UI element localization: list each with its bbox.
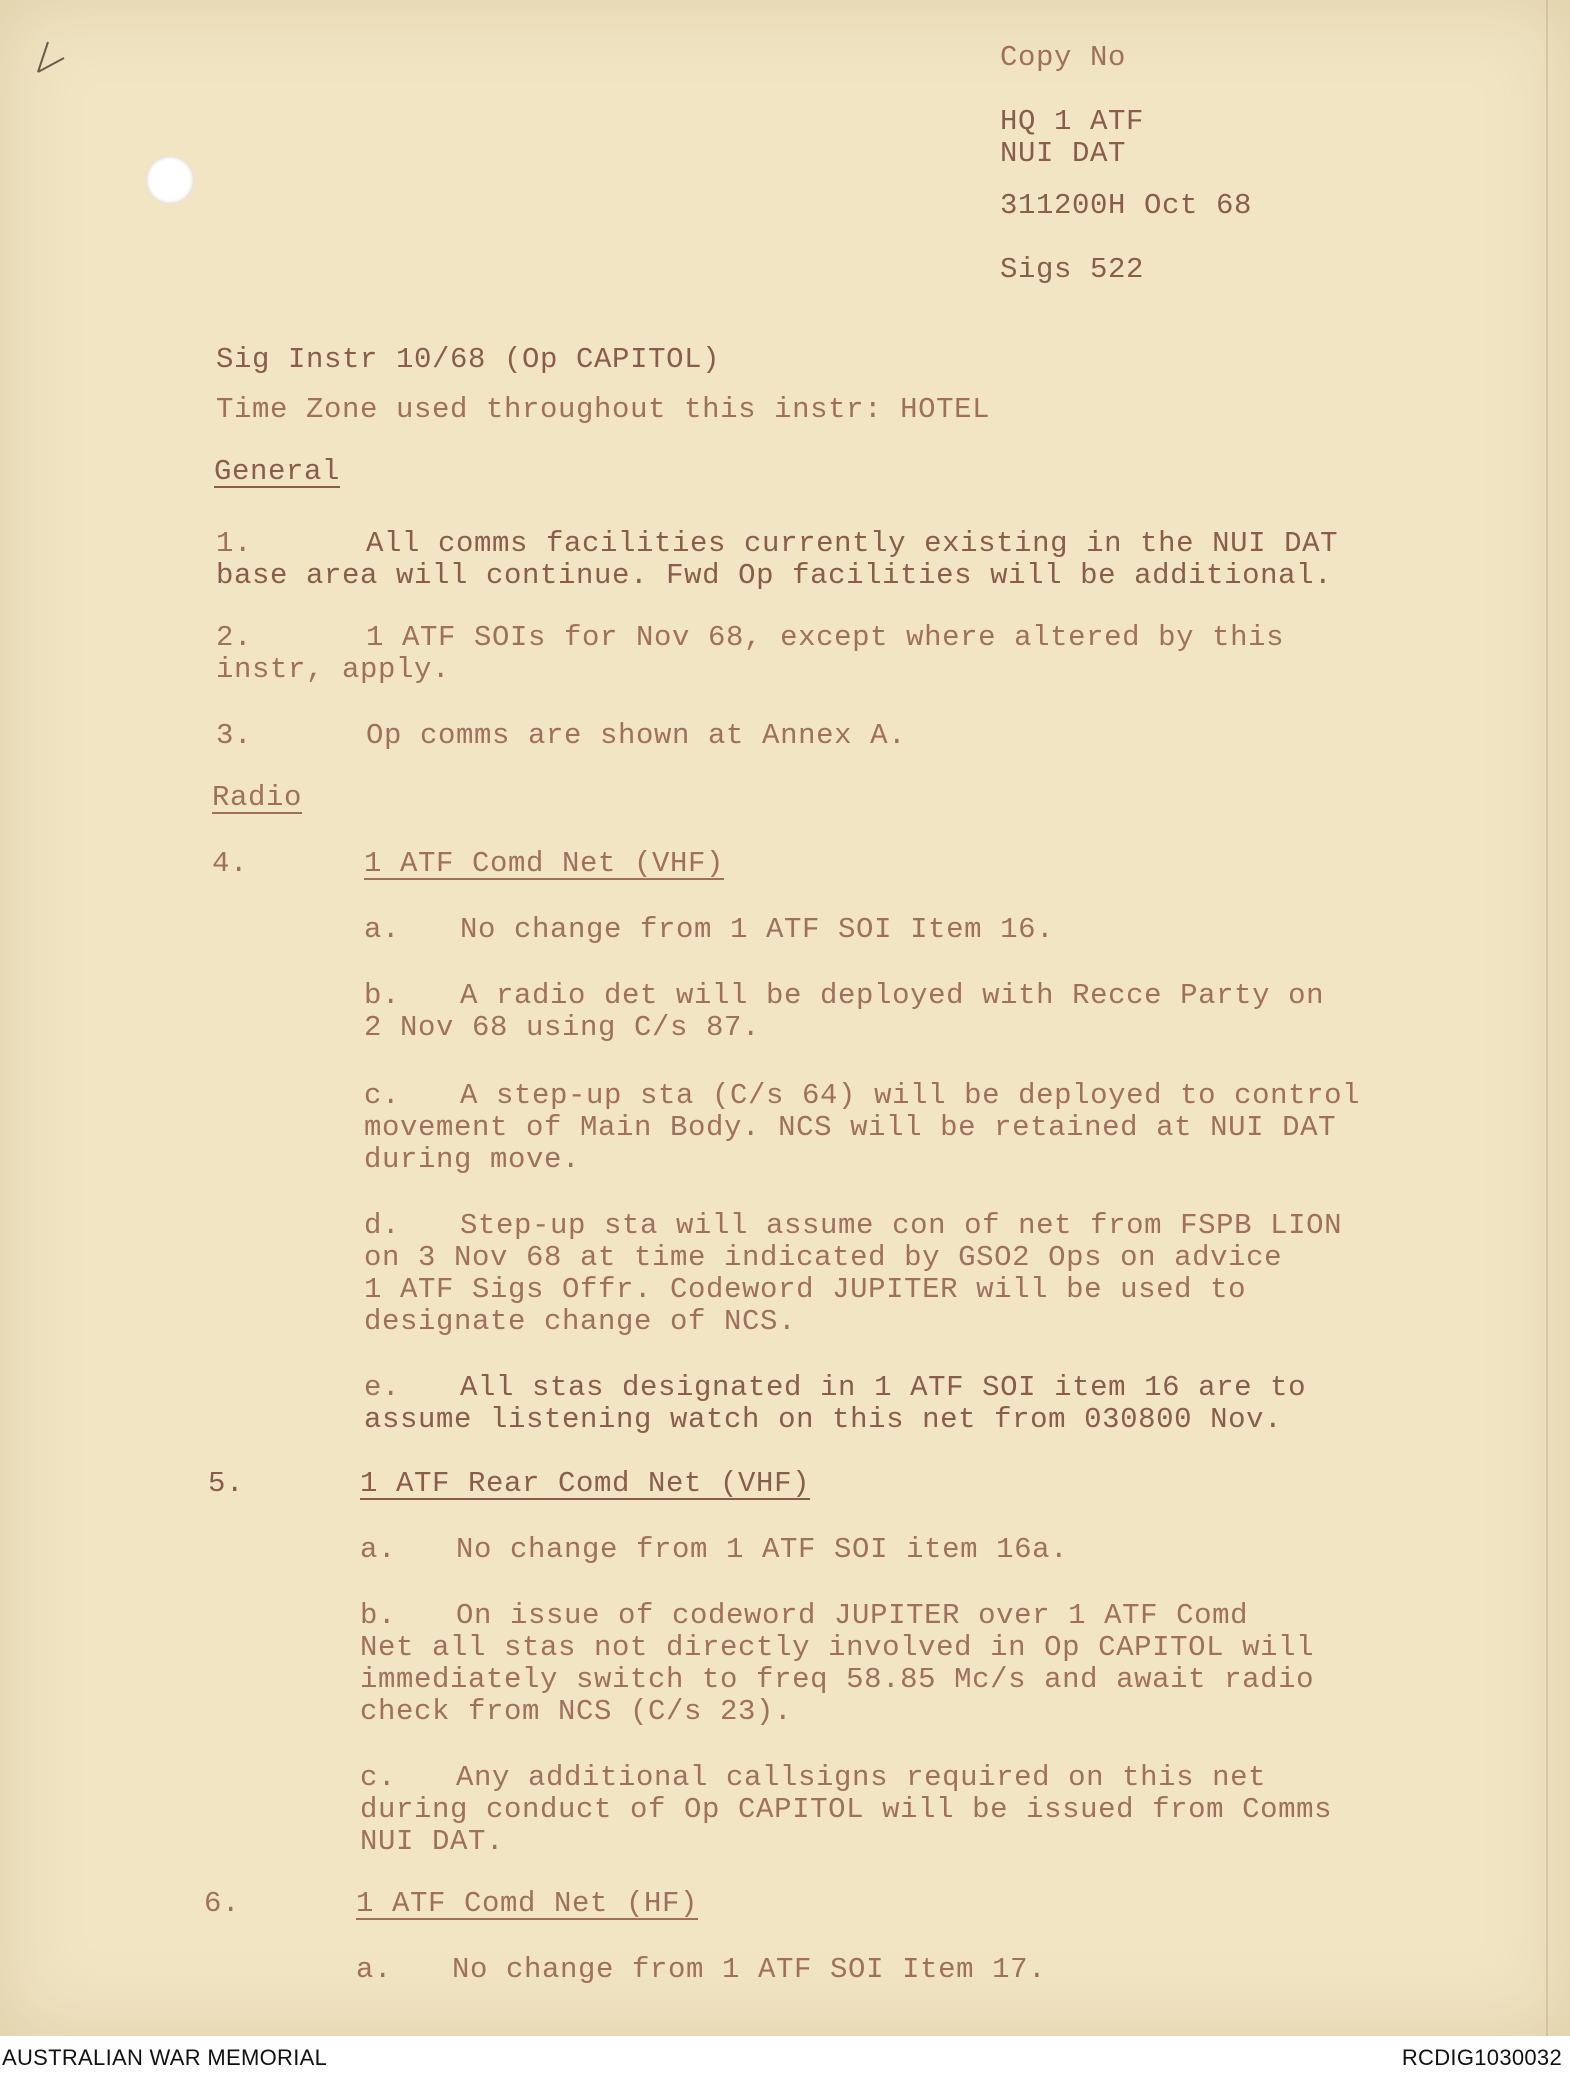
para-text: base area will continue. Fwd Op facilities will be additional. <box>216 559 1333 592</box>
item-text: movement of Main Body. NCS will be retained at NUI DAT <box>364 1111 1337 1144</box>
item-text: Net all stas not directly involved in Op CAPITOL will <box>360 1631 1315 1664</box>
pencil-mark-icon <box>34 34 76 76</box>
copy-no: Copy No <box>1000 41 1127 74</box>
item-label: a. <box>360 1533 397 1566</box>
location-line: NUI DAT <box>1000 137 1127 170</box>
para-text: Op comms are shown at Annex A. <box>366 719 907 752</box>
item-text: A step-up sta (C/s 64) will be deployed to control <box>460 1079 1361 1112</box>
item-text: A radio det will be deployed with Recce Party on <box>460 979 1325 1012</box>
para-text: instr, apply. <box>216 653 451 686</box>
para-number: 2. <box>216 621 253 654</box>
item-text: All stas designated in 1 ATF SOI item 16 are to <box>460 1371 1307 1404</box>
item-text: No change from 1 ATF SOI Item 17. <box>452 1953 1047 1986</box>
para-number: 6. <box>204 1887 241 1920</box>
para-number: 5. <box>208 1467 245 1500</box>
section-heading-general: General <box>214 455 341 488</box>
para-number: 4. <box>212 847 249 880</box>
item-text: Any additional callsigns required on this net <box>456 1761 1267 1794</box>
item-label: c. <box>360 1761 397 1794</box>
para-number: 3. <box>216 719 253 752</box>
item-label: e. <box>364 1371 401 1404</box>
page-fold <box>1546 0 1548 2036</box>
item-text: 1 ATF Sigs Offr. Codeword JUPITER will be used to <box>364 1273 1247 1306</box>
date-time-group: 311200H Oct 68 <box>1000 189 1253 222</box>
para-number: 1. <box>216 527 253 560</box>
item-label: c. <box>364 1079 401 1112</box>
time-zone-line: Time Zone used throughout this instr: HOTEL <box>216 393 991 426</box>
item-text: immediately switch to freq 58.85 Mc/s and await radio <box>360 1663 1315 1696</box>
item-text: on 3 Nov 68 at time indicated by GSO2 Ops on advice <box>364 1241 1283 1274</box>
item-label: b. <box>360 1599 397 1632</box>
item-text: 2 Nov 68 using C/s 87. <box>364 1011 761 1044</box>
item-label: a. <box>364 913 401 946</box>
subsection-heading: 1 ATF Comd Net (VHF) <box>364 847 725 880</box>
item-label: a. <box>356 1953 393 1986</box>
footer-institution: AUSTRALIAN WAR MEMORIAL <box>2 2045 328 2070</box>
footer-record-id: RCDIG1030032 <box>1401 2045 1562 2070</box>
item-text: No change from 1 ATF SOI item 16a. <box>456 1533 1069 1566</box>
item-text: No change from 1 ATF SOI Item 16. <box>460 913 1055 946</box>
item-text: during move. <box>364 1143 581 1176</box>
item-text: during conduct of Op CAPITOL will be issued from Comms <box>360 1793 1333 1826</box>
subsection-heading: 1 ATF Comd Net (HF) <box>356 1887 699 1920</box>
item-text: NUI DAT. <box>360 1825 505 1858</box>
section-heading-radio: Radio <box>212 781 303 814</box>
punch-hole <box>146 156 194 204</box>
instruction-title: Sig Instr 10/68 (Op CAPITOL) <box>216 343 721 376</box>
item-text: designate change of NCS. <box>364 1305 797 1338</box>
subsection-heading: 1 ATF Rear Comd Net (VHF) <box>360 1467 811 1500</box>
para-text: 1 ATF SOIs for Nov 68, except where altered by this <box>366 621 1285 654</box>
item-text: Step-up sta will assume con of net from FSPB LION <box>460 1209 1343 1242</box>
para-text: All comms facilities currently existing in the NUI DAT <box>366 527 1339 560</box>
item-text: check from NCS (C/s 23). <box>360 1695 793 1728</box>
item-text: On issue of codeword JUPITER over 1 ATF Comd <box>456 1599 1249 1632</box>
item-label: d. <box>364 1209 401 1242</box>
item-text: assume listening watch on this net from 030800 Nov. <box>364 1403 1283 1436</box>
item-label: b. <box>364 979 401 1012</box>
hq-line: HQ 1 ATF <box>1000 105 1145 138</box>
reference-number: Sigs 522 <box>1000 253 1145 286</box>
